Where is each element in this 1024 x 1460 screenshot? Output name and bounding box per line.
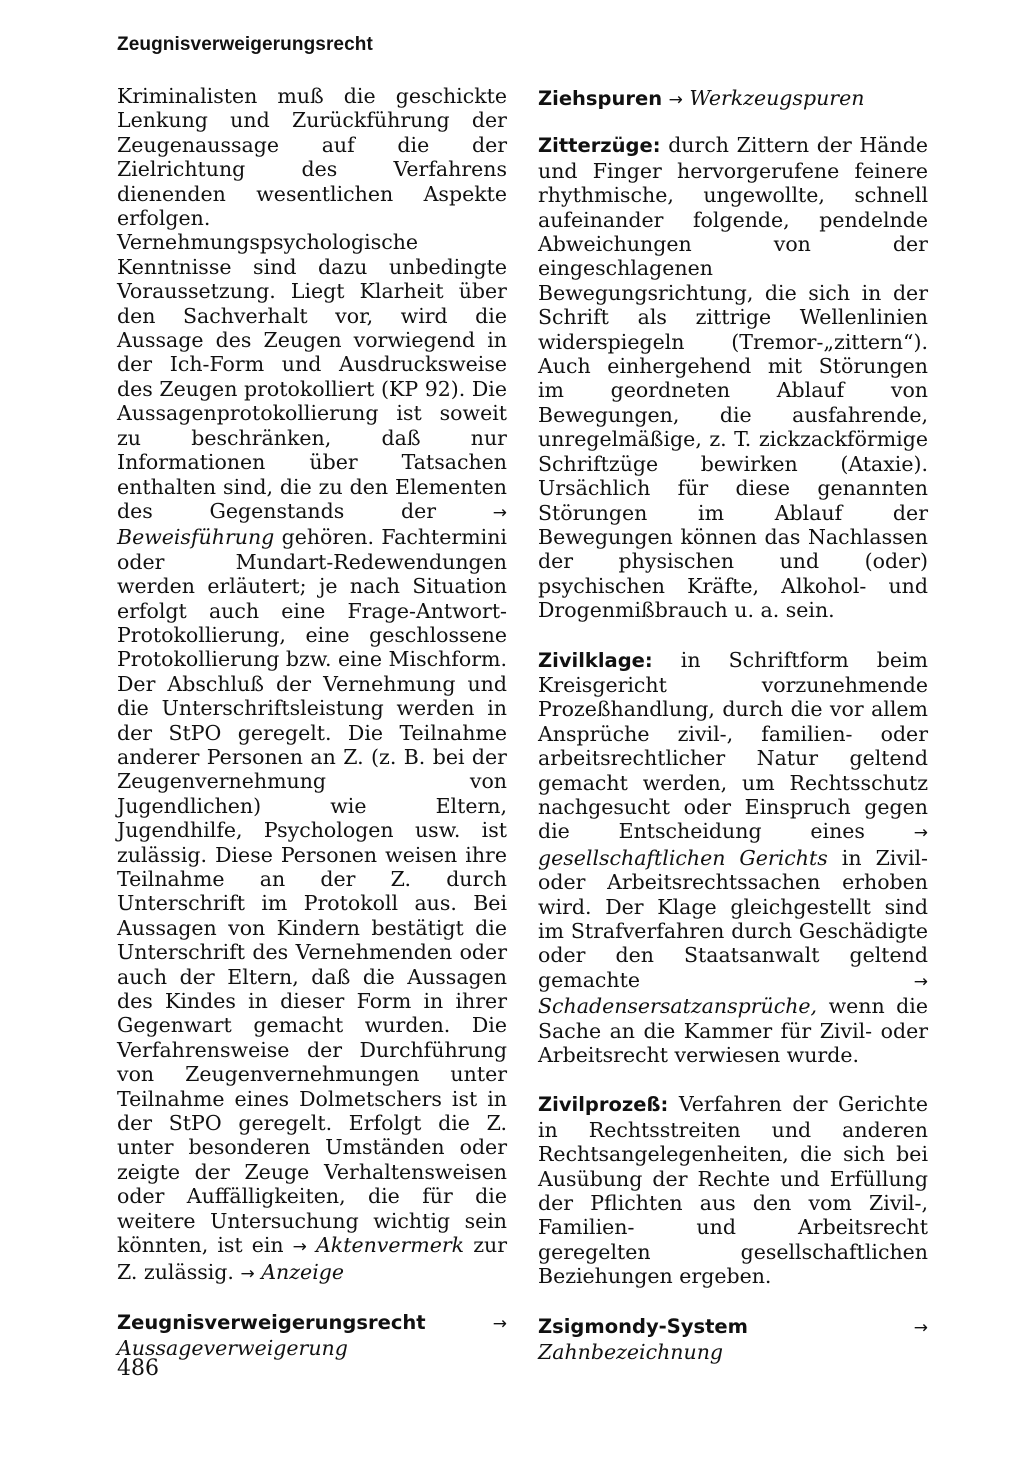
entry-headword: Zeugnisverweigerungsrecht [117, 1310, 426, 1334]
running-head: Zeugnisverweigerungsrecht [117, 34, 373, 55]
cross-reference-arrow: → [668, 90, 683, 110]
entry-text: in Zivil- oder Arbeitsrechtssachen erhoben wird. Der Klage gleichgestellt sind im Strafverfahren durch Geschädigte oder den Staatsanwalt geltend gemachte [538, 845, 928, 992]
entry-zeugnisverweigerungsrecht [117, 1310, 507, 1361]
entry-zitterzuege [538, 133, 928, 622]
entry-zsigmondy-system [538, 1314, 928, 1365]
cross-reference-arrow: → [492, 1313, 507, 1334]
left-column [117, 84, 507, 1386]
right-column [538, 84, 928, 1390]
cross-reference-arrow: → [292, 1237, 307, 1258]
entry-headword: Zsigmondy-System [538, 1314, 748, 1338]
entry-continuation [117, 84, 507, 1286]
page-number: 486 [117, 1356, 159, 1381]
cross-reference-link[interactable]: Beweisführung [117, 525, 275, 550]
entry-zivilprozess [538, 1092, 928, 1288]
entry-headword: Zivilprozeß: [538, 1093, 669, 1117]
cross-reference-link[interactable]: Aktenvermerk [316, 1233, 465, 1258]
cross-reference-arrow: → [492, 502, 507, 523]
cross-reference-link[interactable]: Werkzeugspuren [689, 86, 865, 110]
entry-text: durch Zittern der Hände und Finger hervorgerufene feinere rhythmische, ungewollte, schnell aufeinander folgende, pendelnde Abweichungen von der eingeschlagenen Bewegungsrichtung, die sich in der Schrift als zittrige Wellenlinien widerspiegeln (Tremor-„zittern“). Auch einhergehend mit Störungen im geordneten Ablauf von Bewegungen, die ausfahrende, unregelmäßige, z. T. zickzackförmige Schriftzüge bewirken (Ataxie). Ursächlich für diese genannten Störungen im Ablauf der Bewegungen können das Nachlassen der physischen und (oder) psychischen Kräfte, Alkohol- und Drogenmißbrauch u. a. sein. [538, 133, 928, 623]
cross-reference-arrow: → [913, 823, 928, 844]
entry-headword: Zivilklage: [538, 648, 653, 672]
entry-headword: Ziehspuren [538, 87, 663, 110]
entry-text: wenn die Sache an die Kammer für Zivil- oder Arbeitsrecht verwiesen wurde. [538, 994, 928, 1068]
cross-reference-link[interactable]: Aussageverweigerung [117, 1336, 348, 1361]
cross-reference-arrow: → [913, 971, 928, 992]
entry-zivilklage [538, 648, 928, 1068]
cross-reference-link[interactable]: Zahnbezeichnung [538, 1340, 724, 1365]
entry-text: in Schriftform beim Kreisgericht vorzunehmende Prozeßhandlung, durch die vor allem Ansprüche zivil-, familien- oder arbeitsrechtlicher Natur geltend gemacht werden, um Rechtsschutz nachgesucht oder Einspruch gegen die Entscheidung eines [538, 647, 928, 844]
entry-text: Verfahren der Gerichte in Rechtsstreiten und anderen Rechtsangelegenheiten, die sich bei Ausübung der Rechte und Erfüllung der Pflichten aus den vom Zivil-, Familien- und Arbeitsrecht geregelten gesellschaftlichen Beziehungen ergeben. [538, 1092, 928, 1289]
cross-reference-arrow: → [240, 1263, 255, 1284]
cross-reference-link[interactable]: gesellschaftlichen Gerichts [538, 845, 828, 870]
cross-reference-link[interactable]: Schadensersatzansprüche, [538, 994, 818, 1019]
entry-text: gehören. Fachtermini oder Mundart-Redewendungen werden erläutert; je nach Situation erfolgt auch eine Frage-Antwort-Protokollierung, eine geschlossene Protokollierung bzw. eine Mischform. Der Abschluß der Vernehmung und die Unterschriftsleistung werden in der StPO geregelt. Die Teilnahme anderer Personen an Z. (z. B. bei der Zeugenvernehmung von Jugendlichen) wie Eltern, Jugendhilfe, Psychologen usw. ist zulässig. Diese Personen weisen ihre Teilnahme an der Z. durch Unterschrift im Protokoll aus. Bei Aussagen von Kindern bestätigt die Unterschrift des Vernehmenden oder auch der Eltern, daß die Aussagen des Kindes in dieser Form in ihrer Gegenwart gemacht wurden. Die Verfahrensweise der Durchführung von Zeugenvernehmungen unter Teilnahme eines Dolmetschers ist in der StPO geregelt. Erfolgt die Z. unter besonderen Umständen oder zeigte der Zeuge Verhaltensweisen oder Auffälligkeiten, die für die weitere Untersuchung wichtig sein könnten, ist ein [117, 525, 507, 1258]
cross-reference-link[interactable]: Anzeige [261, 1259, 345, 1284]
entry-text: zur Z. zulässig. [117, 1233, 507, 1284]
entry-ziehspuren [538, 86, 928, 112]
entry-headword: Zitterzüge: [538, 134, 661, 158]
entry-text: Kriminalisten muß die geschickte Lenkung und Zurückführung der Zeugenaussage auf die der Zielrichtung des Verfahrens dienenden wesentlichen Aspekte erfolgen. Vernehmungspsychologische Kenntnisse sind dazu unbedingte Voraussetzung. Liegt Klarheit über den Sachverhalt vor, wird die Aussage des Zeugen vorwiegend in der Ich-Form und Ausdrucksweise des Zeugen protokolliert (KP 92). Die Aussagenprotokollierung ist soweit zu beschränken, daß nur Informationen über Tatsachen enthalten sind, die zu den Elementen des Gegenstands der [117, 84, 507, 523]
cross-reference-arrow: → [913, 1317, 928, 1338]
